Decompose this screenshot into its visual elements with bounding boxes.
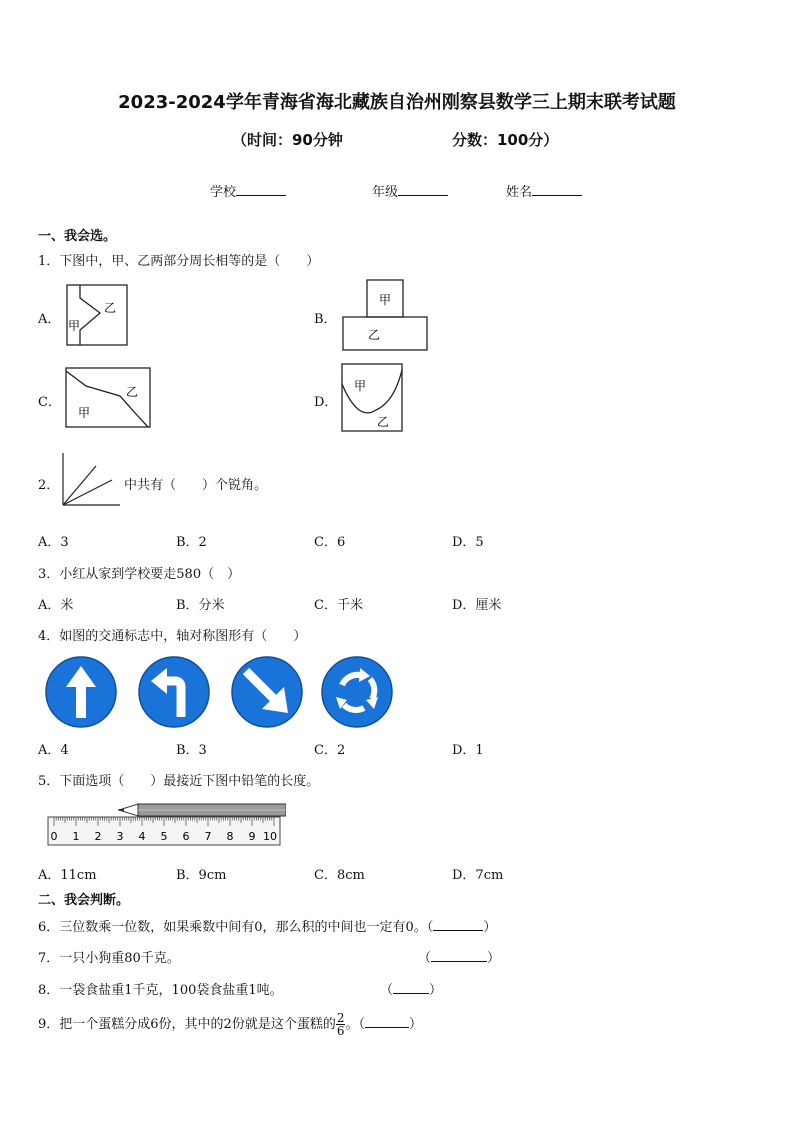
question-8: 8．一袋食盐重1千克，100袋食盐重1吨。: [38, 983, 283, 998]
question-1: 1．下图中，甲、乙两部分周长相等的是（ ）: [38, 254, 320, 269]
q3-option-b: B．分米: [176, 598, 225, 613]
ruler-label-4: 4: [138, 830, 146, 843]
ruler-label-7: 7: [204, 830, 212, 843]
q2-option-b: B．2: [176, 535, 207, 550]
roundabout-sign-icon: [320, 655, 394, 729]
q1c-jia: 甲: [78, 406, 91, 420]
q2-option-c: C．6: [314, 535, 346, 550]
grade-field: [372, 181, 448, 200]
ruler-label-5: 5: [160, 830, 168, 843]
q1-option-a-label: A．: [38, 312, 61, 327]
ruler-label-2: 2: [94, 830, 102, 843]
section-2-heading: 二、我会判断。: [38, 893, 130, 908]
q6-paren-open: （: [426, 920, 434, 935]
name-blank[interactable]: [532, 183, 582, 196]
q7-paren-close: ）: [487, 951, 501, 966]
ruler-label-1: 1: [72, 830, 80, 843]
q1-option-b-label: B．: [314, 312, 337, 327]
q7-answer-blank[interactable]: [431, 949, 487, 962]
exam-score: 分数：100分）: [452, 131, 559, 149]
q8-paren-open: （: [380, 983, 394, 998]
q1-option-c-label: C．: [38, 395, 61, 410]
q6-paren-close: ）: [483, 920, 497, 935]
q7-answer: [418, 947, 500, 966]
question-7: 7．一只小狗重80千克。: [38, 951, 180, 966]
pencil-ruler-figure: [46, 800, 286, 848]
question-4: 4．如图的交通标志中，轴对称图形有（ ）: [38, 629, 307, 644]
question-9: [38, 1012, 422, 1037]
ruler-label-0: 0: [50, 830, 58, 843]
q6-answer-blank[interactable]: [433, 918, 483, 931]
q1b-jia: 甲: [379, 293, 392, 307]
q1b-yi: 乙: [368, 328, 381, 342]
ruler-label-8: 8: [226, 830, 234, 843]
name-field: [506, 181, 582, 200]
question-6: [38, 916, 496, 935]
q9-fraction-denominator: 6: [336, 1024, 345, 1038]
school-blank[interactable]: [236, 183, 286, 196]
q7-paren-open: （: [418, 951, 432, 966]
q3-option-c: C．千米: [314, 598, 363, 613]
q8-paren-close: ）: [429, 983, 443, 998]
q1-figure-d: [340, 362, 406, 434]
question-9-text: 9．把一个蛋糕分成6份，其中的2份就是这个蛋糕的: [38, 1017, 336, 1032]
section-1-heading: 一、我会选。: [38, 229, 117, 244]
q4-option-c: C．2: [314, 743, 346, 758]
q9-paren-open: （: [358, 1017, 365, 1032]
q1a-yi: 乙: [104, 301, 117, 315]
school-field: [210, 181, 286, 200]
q4-option-a: A．4: [38, 743, 69, 758]
question-3: 3．小红从家到学校要走580（ ）: [38, 567, 241, 582]
question-6-text: 6．三位数乘一位数，如果乘数中间有0，那么积的中间也一定有0。: [38, 920, 427, 935]
q1d-jia: 甲: [354, 379, 367, 393]
q1d-yi: 乙: [377, 415, 390, 429]
q4-option-b: B．3: [176, 743, 207, 758]
q9-paren-close: ）: [409, 1017, 423, 1032]
page-title: 2023-2024学年青海省海北藏族自治州刚察县数学三上期末联考试题: [118, 92, 676, 113]
ruler-label-6: 6: [182, 830, 190, 843]
q8-answer: [380, 979, 442, 998]
ruler-label-10: 10: [263, 830, 277, 843]
ruler-label-9: 9: [248, 830, 256, 843]
q5-option-b: B．9cm: [176, 868, 227, 883]
q1-figure-a: [64, 283, 130, 347]
question-2-number: 2．: [38, 478, 60, 493]
q1-figure-c: [64, 366, 154, 430]
q5-option-a: A．11cm: [38, 868, 97, 883]
q3-option-d: D．厘米: [452, 598, 502, 613]
q9-answer-blank[interactable]: [365, 1015, 409, 1028]
q5-option-c: C．8cm: [314, 868, 365, 883]
q3-option-a: A．米: [38, 598, 74, 613]
q9-period: 。: [345, 1017, 359, 1032]
turn-left-sign-icon: [137, 655, 211, 729]
q1-option-d-label: D．: [314, 395, 338, 410]
q1c-yi: 乙: [126, 385, 139, 399]
name-label: 姓名: [506, 185, 533, 200]
q2-angle-figure: [60, 450, 122, 508]
down-right-arrow-sign-icon: [230, 655, 304, 729]
q8-answer-blank[interactable]: [393, 981, 429, 994]
q5-option-d: D．7cm: [452, 868, 504, 883]
exam-time: （时间：90分钟: [232, 131, 343, 149]
question-5: 5．下面选项（ ）最接近下图中铅笔的长度。: [38, 774, 320, 789]
ruler-label-3: 3: [116, 830, 124, 843]
question-2: 中共有（ ）个锐角。: [124, 478, 268, 493]
up-arrow-sign-icon: [44, 655, 118, 729]
grade-blank[interactable]: [398, 183, 448, 196]
grade-label: 年级: [372, 185, 399, 200]
school-label: 学校: [210, 185, 237, 200]
q1-figure-b: [340, 278, 432, 354]
q9-fraction-numerator: 2: [336, 1011, 345, 1025]
q1a-jia: 甲: [68, 319, 81, 333]
q4-option-d: D．1: [452, 743, 484, 758]
q2-option-d: D．5: [452, 535, 484, 550]
q2-option-a: A．3: [38, 535, 69, 550]
